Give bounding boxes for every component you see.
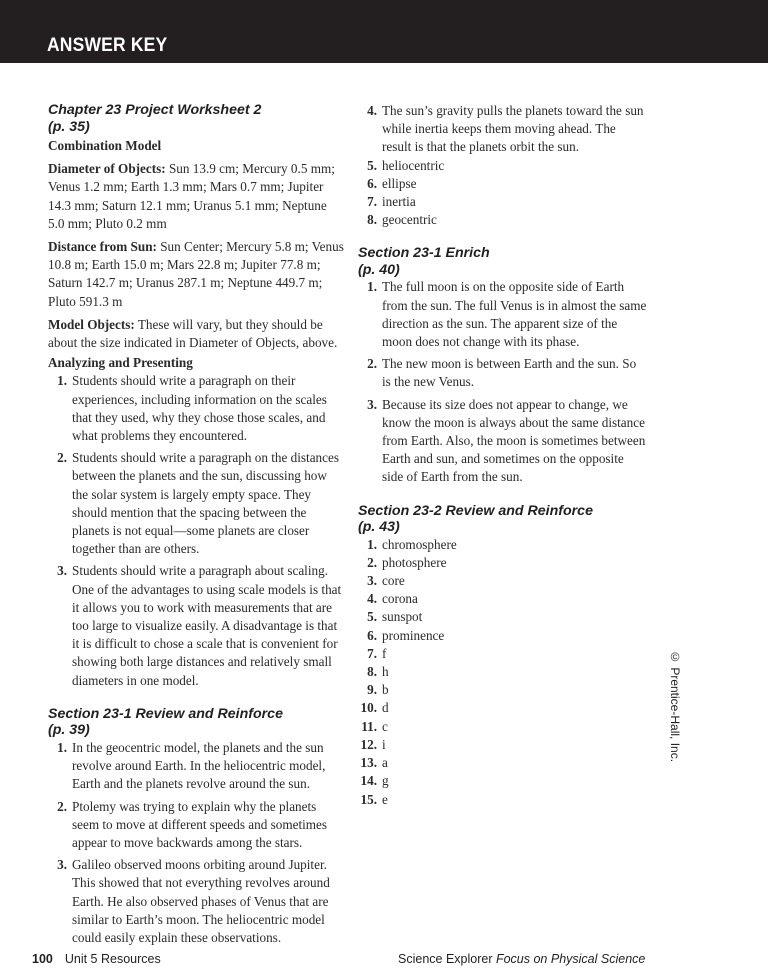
list-item	[358, 772, 648, 790]
item-number: 5.	[367, 157, 377, 173]
item-text: Students should write a paragraph on the distances between the planets and the sun, discussing how the solar system is largely empty space. They should mention that the spacing between the planets is not equal—some planets are closer together than are others.	[72, 450, 339, 557]
item-number: 3.	[367, 573, 377, 589]
list-item	[358, 754, 648, 772]
item-number: 13.	[360, 755, 377, 771]
list-item	[358, 175, 648, 193]
item-text: h	[382, 664, 389, 680]
item-number: 2.	[57, 450, 67, 466]
list-item	[358, 681, 648, 699]
list-item	[48, 798, 344, 853]
item-text: core	[382, 573, 405, 589]
list-item	[358, 663, 648, 681]
item-number: 6.	[367, 627, 377, 643]
item-number: 14.	[360, 773, 377, 789]
item-number: 2.	[367, 356, 377, 372]
diameter-label: Diameter of Objects:	[48, 161, 166, 177]
item-text: Ptolemy was trying to explain why the planets seem to move at different speeds and sometimes appear to move backwards among the stars.	[72, 798, 328, 850]
book-title: Focus on Physical Science	[495, 952, 646, 966]
header-bar	[0, 0, 768, 63]
list-item	[358, 699, 648, 717]
item-number: 9.	[367, 682, 377, 698]
item-text: Students should write a paragraph about scaling. One of the advantages to using scale models is that it allows you to work with measurements that are too large to visualize easily. A disadvantage is that it is difficult to chose a scale that is convenient for showing both large distances and relatively small diameters in one model.	[72, 563, 342, 688]
item-number: 3.	[57, 563, 67, 579]
right-column	[358, 102, 648, 809]
item-text: The full moon is on the opposite side of Earth from the sun. The full Venus is in almost the same direction as the sun. The apparent size of the moon does not change with its phase.	[382, 279, 647, 350]
list-item	[48, 856, 344, 947]
footer-left	[32, 952, 161, 966]
model-objects-paragraph	[48, 316, 344, 352]
item-number: 3.	[57, 857, 67, 873]
item-number: 1.	[57, 739, 67, 755]
item-number: 10.	[360, 700, 377, 716]
model-objects-label: Model Objects:	[48, 316, 135, 332]
item-number: 4.	[367, 103, 377, 118]
diameter-paragraph	[48, 160, 344, 233]
item-text: The sun’s gravity pulls the planets toward the sun while inertia keeps them moving ahead. The result is that the planets orbit the sun.	[382, 103, 644, 155]
section-page-ref: (p. 43)	[358, 519, 400, 536]
item-text: prominence	[382, 627, 445, 643]
item-text: chromosphere	[382, 536, 457, 552]
section-page-ref: (p. 39)	[48, 722, 90, 739]
item-number: 2.	[367, 554, 377, 570]
model-objects-text: These will vary, but they should be about the size indicated in Diameter of Objects, above.	[48, 316, 338, 351]
item-text: g	[382, 773, 389, 789]
item-number: 5.	[367, 609, 377, 625]
copyright-notice: © Prentice-Hall, Inc.	[668, 650, 682, 763]
list-item	[358, 396, 648, 487]
item-number: 8.	[367, 212, 377, 228]
section-title: Chapter 23 Project Worksheet 2	[48, 102, 262, 118]
item-number: 1.	[367, 279, 377, 295]
item-text: f	[382, 645, 387, 661]
item-text: c	[382, 718, 388, 734]
distance-text: Sun Center; Mercury 5.8 m; Venus 10.8 m; Earth 15.0 m; Mars 22.8 m; Jupiter 77.8 m; Saturn 142.7 m; Uranus 287.1 m; Neptune 449.7 m; Pluto 591.3 m	[48, 239, 344, 309]
item-text: a	[382, 755, 388, 771]
item-text: e	[382, 791, 388, 807]
item-number: 1.	[57, 373, 67, 389]
section-23-1-review-continued	[358, 102, 648, 229]
item-number: 11.	[361, 718, 377, 734]
item-text: sunspot	[382, 609, 423, 625]
list-item	[358, 590, 648, 608]
subheading-combination-model: Combination Model	[48, 138, 162, 153]
distance-paragraph	[48, 238, 344, 311]
item-text: Students should write a paragraph on their experiences, including information on the scales that they used, why they chose those scales, and what problems they encountered.	[72, 373, 327, 444]
section-worksheet-2	[48, 102, 344, 690]
distance-label: Distance from Sun:	[48, 239, 157, 255]
list-item	[358, 791, 648, 809]
item-text: i	[382, 736, 386, 752]
diameter-text: Sun 13.9 cm; Mercury 0.5 mm; Venus 1.2 mm; Earth 1.3 mm; Mars 0.7 mm; Jupiter 14.3 mm; Saturn 12.1 mm; Uranus 5.1 mm; Neptune 5.0 mm; Pluto 0.2 mm	[48, 161, 335, 231]
item-number: 1.	[367, 536, 377, 552]
list-item	[358, 536, 648, 554]
list-item	[358, 211, 648, 229]
list-item	[358, 572, 648, 590]
list-item	[358, 736, 648, 754]
list-item	[358, 718, 648, 736]
item-text: The new moon is between Earth and the sun. So is the new Venus.	[382, 356, 637, 390]
item-text: geocentric	[382, 212, 437, 228]
item-text: b	[382, 682, 389, 698]
list-item	[358, 278, 648, 351]
list-item	[48, 449, 344, 558]
list-item	[358, 355, 648, 391]
item-text: Because its size does not appear to change, we know the moon is always about the same distance from Earth. Also, the moon is sometimes between Earth and sun, and sometimes on the opposite side of Earth from the sun.	[382, 396, 646, 485]
list-item	[358, 102, 648, 157]
section-23-1-review	[48, 706, 344, 947]
list-item	[358, 645, 648, 663]
item-number: 2.	[57, 798, 67, 814]
item-number: 8.	[367, 664, 377, 680]
item-number: 6.	[367, 175, 377, 191]
section-page-ref: (p. 35)	[48, 118, 90, 135]
series-label: Science Explorer	[398, 952, 496, 966]
list-item	[48, 372, 344, 445]
item-number: 3.	[367, 396, 377, 412]
review-23-1-list	[48, 739, 344, 947]
list-item	[358, 608, 648, 626]
item-number: 4.	[367, 591, 377, 607]
item-text: heliocentric	[382, 157, 445, 173]
section-title: Section 23-1 Enrich	[358, 245, 490, 262]
page-number: 100	[32, 952, 53, 966]
item-text: d	[382, 700, 389, 716]
section-23-1-enrich	[358, 245, 648, 486]
list-item	[358, 193, 648, 211]
list-item	[48, 562, 344, 689]
page-title: ANSWER KEY	[47, 35, 168, 56]
item-number: 12.	[360, 736, 377, 752]
item-text: corona	[382, 591, 418, 607]
item-number: 7.	[367, 645, 377, 661]
review-23-2-list	[358, 536, 648, 809]
item-number: 15.	[360, 791, 377, 807]
analyzing-list	[48, 372, 344, 689]
enrich-list	[358, 278, 648, 486]
section-page-ref: (p. 40)	[358, 261, 400, 278]
item-text: inertia	[382, 194, 416, 210]
item-number: 7.	[367, 194, 377, 210]
item-text: photosphere	[382, 554, 447, 570]
footer-right	[398, 952, 645, 966]
review-23-1-cont-list	[358, 102, 648, 229]
list-item	[358, 157, 648, 175]
list-item	[48, 739, 344, 794]
item-text: In the geocentric model, the planets and the sun revolve around Earth. In the heliocentric model, Earth and the planets revolve around the sun.	[72, 739, 326, 792]
section-title: Section 23-1 Review and Reinforce	[48, 705, 283, 722]
list-item	[358, 627, 648, 645]
item-text: ellipse	[382, 175, 417, 191]
section-title: Section 23-2 Review and Reinforce	[358, 502, 593, 519]
left-column	[48, 102, 344, 947]
section-23-2-review	[358, 503, 648, 809]
unit-label: Unit 5 Resources	[64, 952, 161, 966]
subheading-analyzing: Analyzing and Presenting	[48, 355, 193, 371]
list-item	[358, 554, 648, 572]
item-text: Galileo observed moons orbiting around Jupiter. This showed that not everything revolves around Earth. He also observed phases of Venus that are similar to Earth’s moon. The heliocentric model could easily explain these observations.	[72, 857, 330, 945]
